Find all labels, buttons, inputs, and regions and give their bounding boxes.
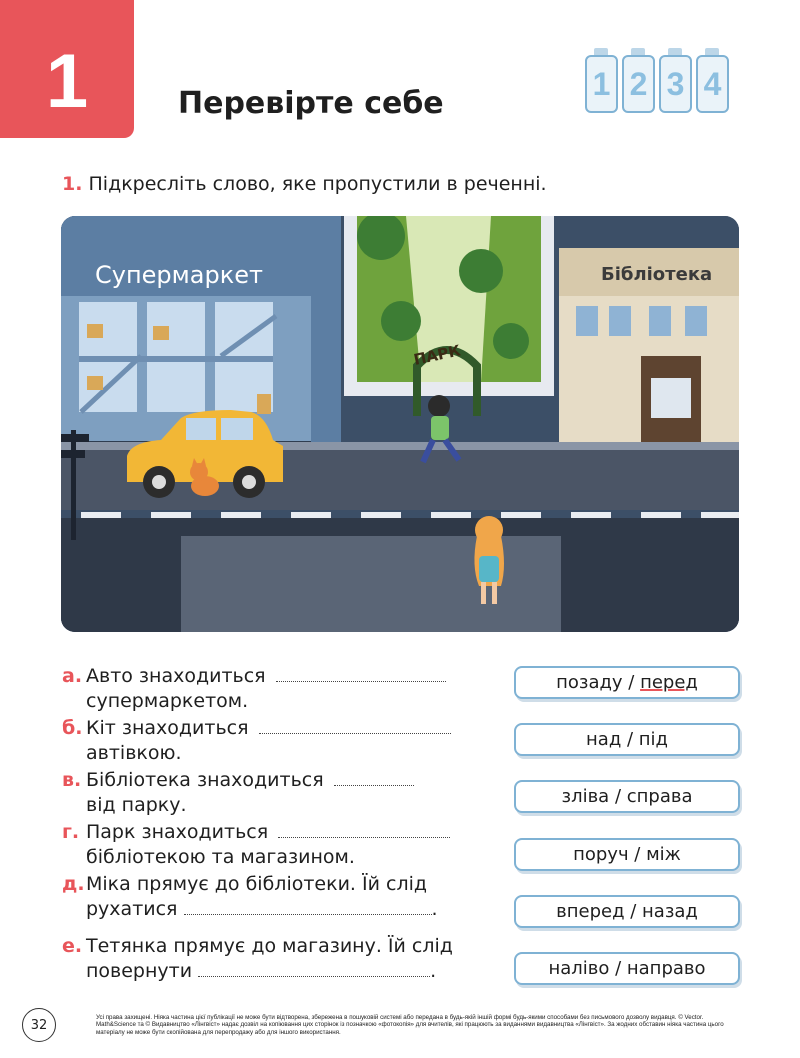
page-number: 32 [22, 1008, 56, 1042]
unit-tab [0, 0, 134, 138]
option-box[interactable]: зліва / справа [514, 780, 740, 813]
level-2: 2 [622, 55, 655, 113]
item-text-continued: рухатися [86, 898, 178, 920]
option-separator: / [622, 672, 641, 693]
task-text: Підкресліть слово, яке пропустили в реченні. [88, 173, 547, 195]
option-box[interactable]: наліво / направо [514, 952, 740, 985]
supermarket-sign: Супермаркет [95, 261, 263, 289]
tree-icon [381, 301, 421, 341]
option-word-b-underlined[interactable]: перед [640, 672, 698, 693]
park-area [344, 216, 554, 416]
unit-number: 1 [45, 39, 89, 124]
level-battery-icon [585, 48, 618, 114]
option-word-a[interactable]: позаду [556, 672, 623, 693]
item-letter: а. [62, 665, 83, 687]
answer-blank[interactable] [276, 666, 446, 682]
item-letter: д. [62, 873, 85, 895]
library-sign: Бібліотека [601, 264, 713, 285]
copyright-notice: Усі права захищені. Ніяка частина цієї публікації не може бути відтворена, збережена в пошуковій системі або передана в будь-якій іншій формі будь-якими способами без письмового дозволу видавця. © Vector. Math&Science та © Видавництво «Лінгвіст» надає дозвіл на копіювання цих сторінок із позначкою «фотокопія» для вчителів, які працюють за виданнями видавництва «Лінгвіст». За жодних обставин ніяка частина цього матеріалу не може бути скопійована для перепродажу або для іншого використання. [96, 1014, 724, 1036]
answer-blank[interactable] [334, 770, 414, 786]
item-text-continued: супермаркетом. [86, 690, 249, 712]
item-text: Авто знаходиться [86, 665, 266, 687]
item-text-continued: повернути [86, 960, 193, 982]
answer-blank[interactable] [259, 718, 451, 734]
level-battery-icon [622, 48, 655, 114]
option-box[interactable]: поруч / між [514, 838, 740, 871]
task-instruction [62, 173, 547, 195]
level-battery-icon [696, 48, 729, 114]
library-building [559, 248, 739, 448]
item-text: Кіт знаходиться [86, 717, 249, 739]
task-number: 1. [62, 173, 83, 195]
level-3: 3 [659, 55, 692, 113]
item-text: Парк знаходиться [86, 821, 269, 843]
tree-icon [493, 323, 529, 359]
period: . [431, 898, 438, 920]
item-letter: е. [62, 935, 83, 957]
tree-icon [459, 249, 503, 293]
item-letter: г. [62, 821, 80, 843]
street-scene-illustration [61, 216, 739, 632]
item-letter: в. [62, 769, 82, 791]
level-1: 1 [585, 55, 618, 113]
level-4: 4 [696, 55, 729, 113]
item-text: Бібліотека знаходиться [86, 769, 324, 791]
item-text-continued: автівкою. [86, 742, 182, 764]
item-letter: б. [62, 717, 83, 739]
park-sign: ПАРК [412, 341, 463, 369]
item-text-continued: бібліотекою та магазином. [86, 846, 355, 868]
option-box[interactable]: над / під [514, 723, 740, 756]
item-text-continued: від парку. [86, 794, 187, 816]
item-text: Міка прямує до бібліотеки. Їй слід [86, 873, 428, 895]
period: . [430, 960, 437, 982]
answer-blank[interactable] [184, 899, 432, 915]
option-box[interactable] [514, 666, 740, 699]
answer-blank[interactable] [198, 961, 430, 977]
option-box[interactable]: вперед / назад [514, 895, 740, 928]
difficulty-levels [585, 48, 729, 114]
item-text: Тетянка прямує до магазину. Їй слід [86, 935, 453, 957]
page-title: Перевірте себе [178, 86, 444, 121]
level-battery-icon [659, 48, 692, 114]
answer-blank[interactable] [278, 822, 450, 838]
